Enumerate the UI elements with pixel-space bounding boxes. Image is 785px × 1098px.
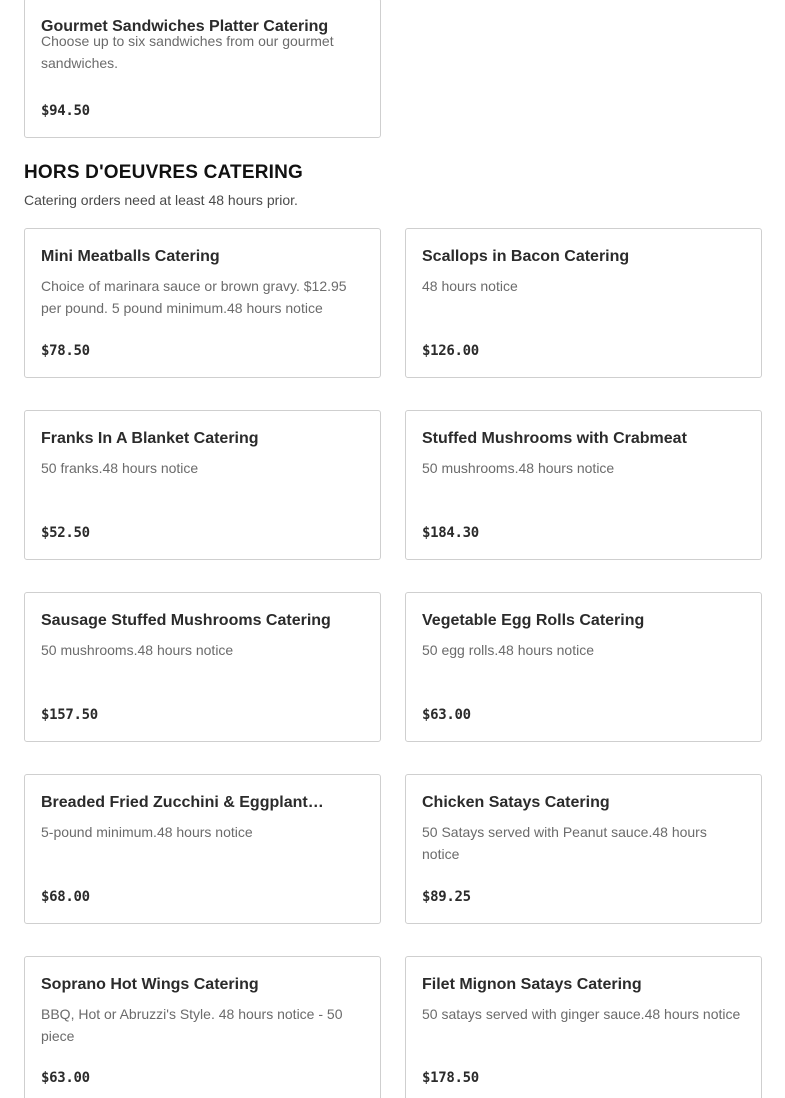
menu-item-price: $184.30 (422, 525, 479, 541)
menu-item-price: $63.00 (422, 707, 471, 723)
menu-item-card[interactable] (24, 774, 381, 924)
menu-item-description: BBQ, Hot or Abruzzi's Style. 48 hours notice - 50 piece (41, 1006, 343, 1044)
menu-item-price: $63.00 (41, 1070, 90, 1086)
menu-item-description: Choice of marinara sauce or brown gravy. $12.95 per pound. 5 pound minimum.48 hours notice (41, 278, 347, 316)
menu-item-price: $52.50 (41, 525, 90, 541)
menu-item-card[interactable] (24, 410, 381, 560)
menu-item-title: Chicken Satays Catering (422, 794, 610, 811)
menu-item-card[interactable] (24, 592, 381, 742)
menu-item-card[interactable] (405, 228, 762, 378)
menu-item-title: Scallops in Bacon Catering (422, 248, 630, 265)
menu-item-price: $157.50 (41, 707, 98, 723)
menu-item-card[interactable] (405, 774, 762, 924)
menu-item-description: Choose up to six sandwiches from our gourmet sandwiches. (41, 33, 334, 71)
section-title: HORS D'OEUVRES CATERING (24, 162, 304, 183)
menu-item-price: $68.00 (41, 889, 90, 905)
menu-item-card[interactable] (405, 956, 762, 1098)
menu-item-price: $78.50 (41, 343, 90, 359)
menu-item-description: 50 egg rolls.48 hours notice (422, 642, 594, 658)
menu-item-description: 50 mushrooms.48 hours notice (41, 642, 234, 658)
menu-item-description: 50 franks.48 hours notice (41, 460, 199, 476)
section-note: Catering orders need at least 48 hours prior. (24, 192, 298, 208)
menu-item-card[interactable] (405, 410, 762, 560)
menu-item-price: $126.00 (422, 343, 479, 359)
menu-item-card[interactable] (24, 956, 381, 1098)
menu-item-description: 50 Satays served with Peanut sauce.48 hours notice (422, 824, 707, 862)
menu-item-price: $178.50 (422, 1070, 479, 1086)
menu-item-title: Franks In A Blanket Catering (41, 430, 259, 447)
menu-item-card[interactable] (405, 592, 762, 742)
menu-item-title: Breaded Fried Zucchini & Eggplant… (41, 794, 324, 811)
menu-item-title: Vegetable Egg Rolls Catering (422, 612, 645, 629)
menu-item-description: 48 hours notice (422, 278, 518, 294)
menu-item-description: 5-pound minimum.48 hours notice (41, 824, 253, 840)
menu-item-title: Stuffed Mushrooms with Crabmeat (422, 430, 687, 447)
menu-item-card[interactable] (24, 0, 381, 138)
menu-item-price: $89.25 (422, 889, 471, 905)
menu-item-title: Filet Mignon Satays Catering (422, 976, 642, 993)
menu-item-title: Sausage Stuffed Mushrooms Catering (41, 612, 331, 629)
menu-item-description: 50 satays served with ginger sauce.48 hours notice (422, 1006, 741, 1022)
menu-item-price: $94.50 (41, 103, 90, 119)
menu-item-title: Mini Meatballs Catering (41, 248, 220, 265)
menu-item-title: Soprano Hot Wings Catering (41, 976, 259, 993)
menu-item-title: Gourmet Sandwiches Platter Catering (41, 18, 329, 35)
menu-item-card[interactable] (24, 228, 381, 378)
menu-item-description: 50 mushrooms.48 hours notice (422, 460, 615, 476)
